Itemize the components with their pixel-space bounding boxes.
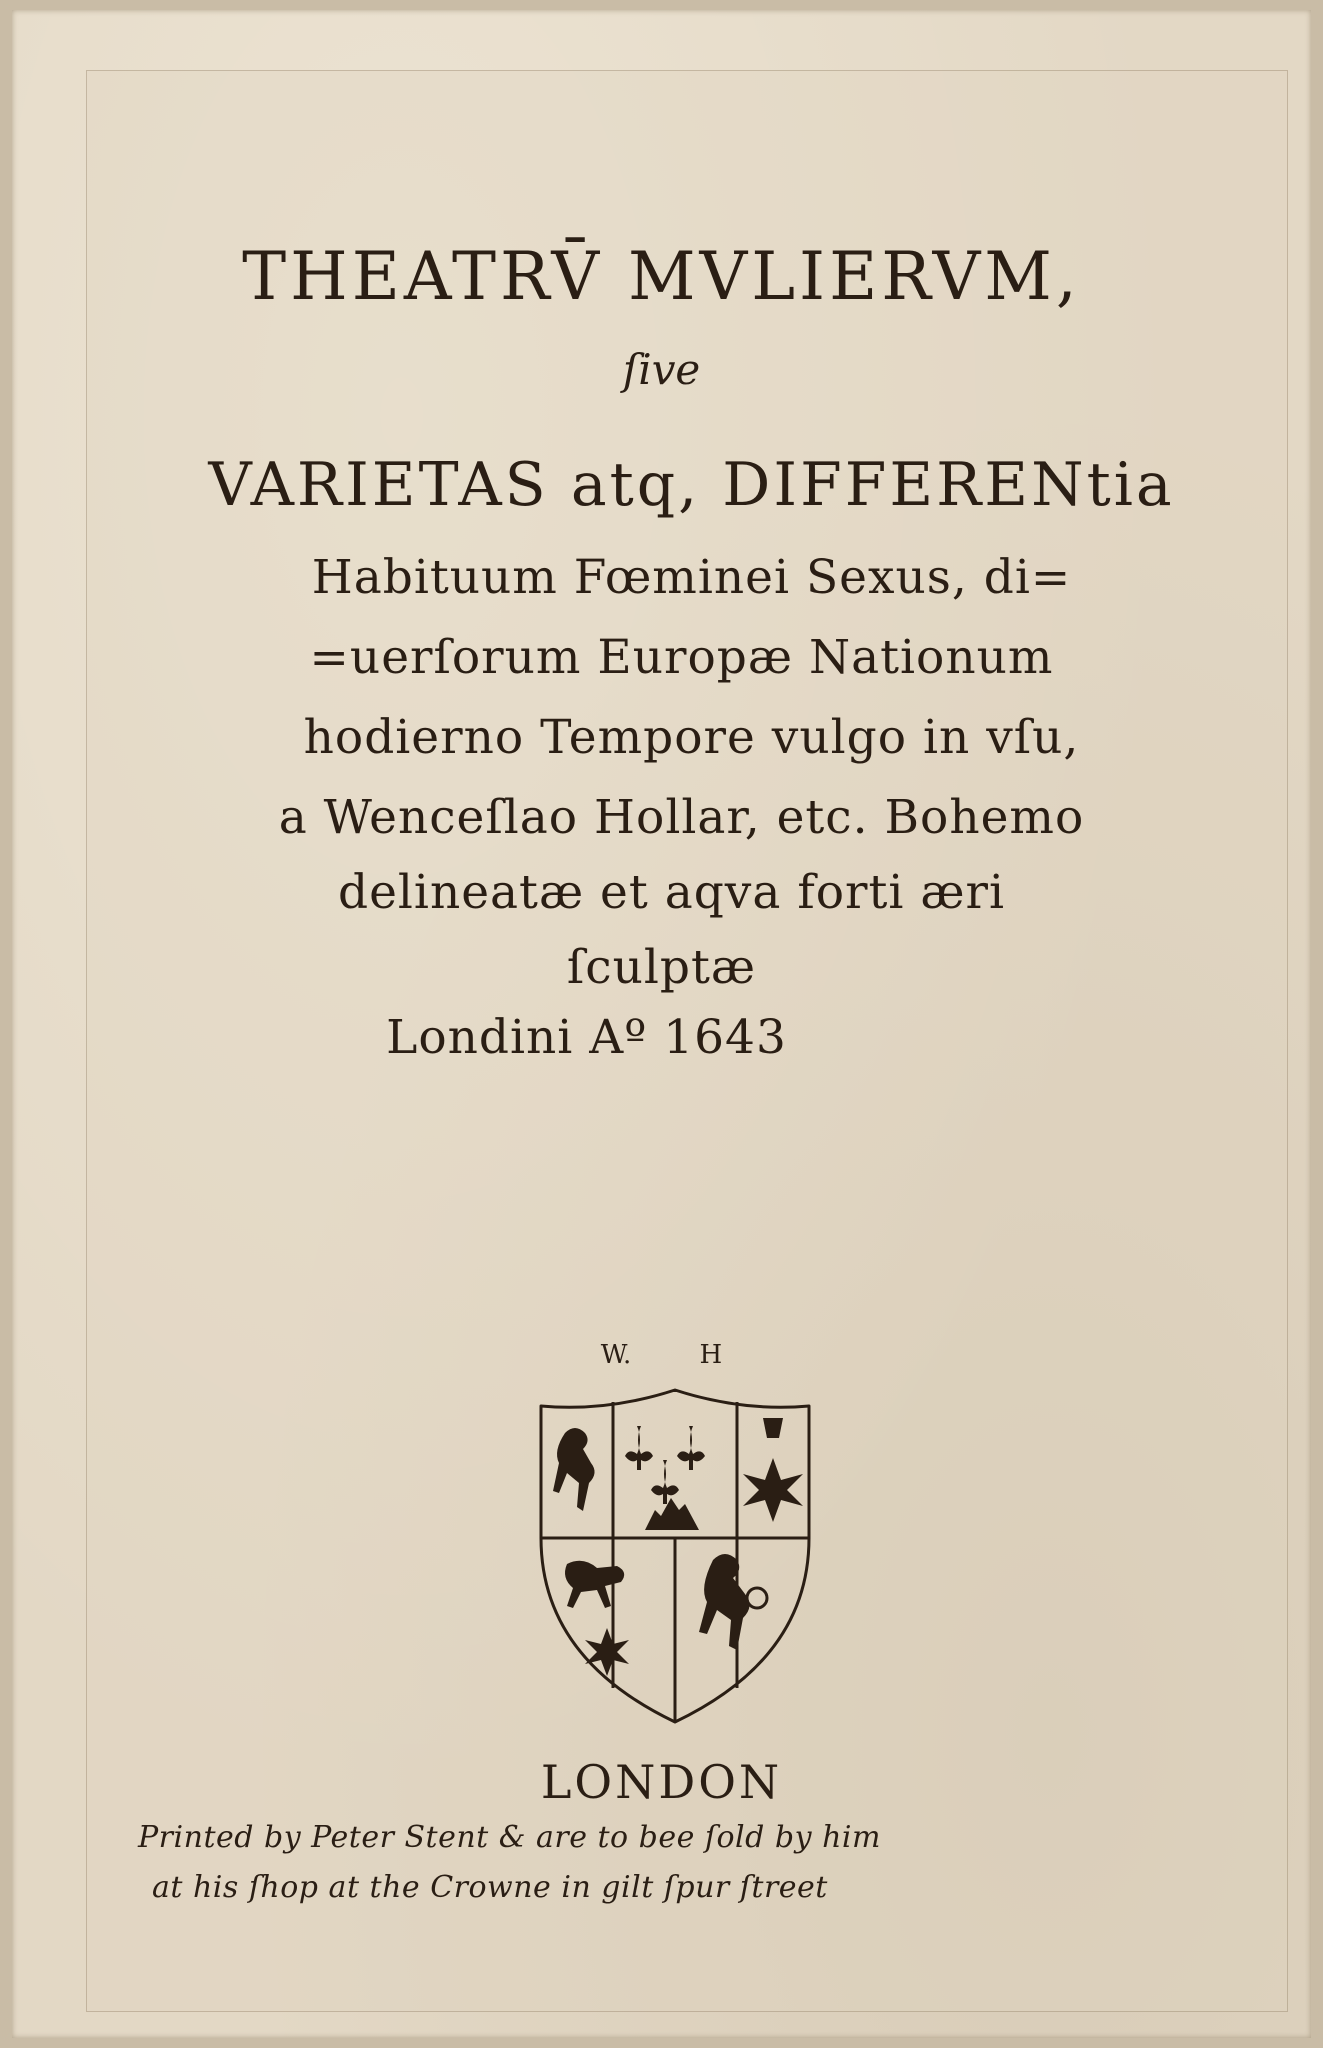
title-line-5: a Wenceſlao Hollar, etc. Bohemo	[278, 790, 1085, 845]
paper-sheet	[12, 10, 1311, 2038]
place-of-publication: LONDON	[540, 1755, 783, 1809]
date-line: Londini Aº 1643	[386, 1010, 787, 1065]
artist-initials	[12, 1340, 1311, 1370]
title-line-6: delineatæ et aqva forti æri	[337, 865, 1006, 920]
title-line-4: hodierno Tempore vulgo in vſu,	[303, 710, 1080, 765]
title-line-3: =uerſorum Europæ Nationum	[309, 630, 1054, 685]
imprint-line-1: Printed by Peter Stent & are to bee ſold by him	[138, 1820, 881, 1855]
heraldic-shield-icon	[537, 1388, 813, 1724]
title-line-7: ſculptæ	[566, 940, 757, 995]
imprint-line-2: at his ſhop at the Crowne in gilt ſpur ſtreet	[152, 1870, 828, 1905]
page-title: THEATRV̄ MVLIERVM,	[242, 238, 1081, 315]
subtitle-connector: ſive	[622, 345, 701, 394]
title-line-1: VARIETAS atq, DIFFERENtia	[208, 450, 1175, 520]
initial-w: W.	[600, 1340, 632, 1370]
title-line-2: Habituum Fœminei Sexus, di=	[311, 550, 1072, 605]
initial-h: H	[699, 1340, 723, 1370]
